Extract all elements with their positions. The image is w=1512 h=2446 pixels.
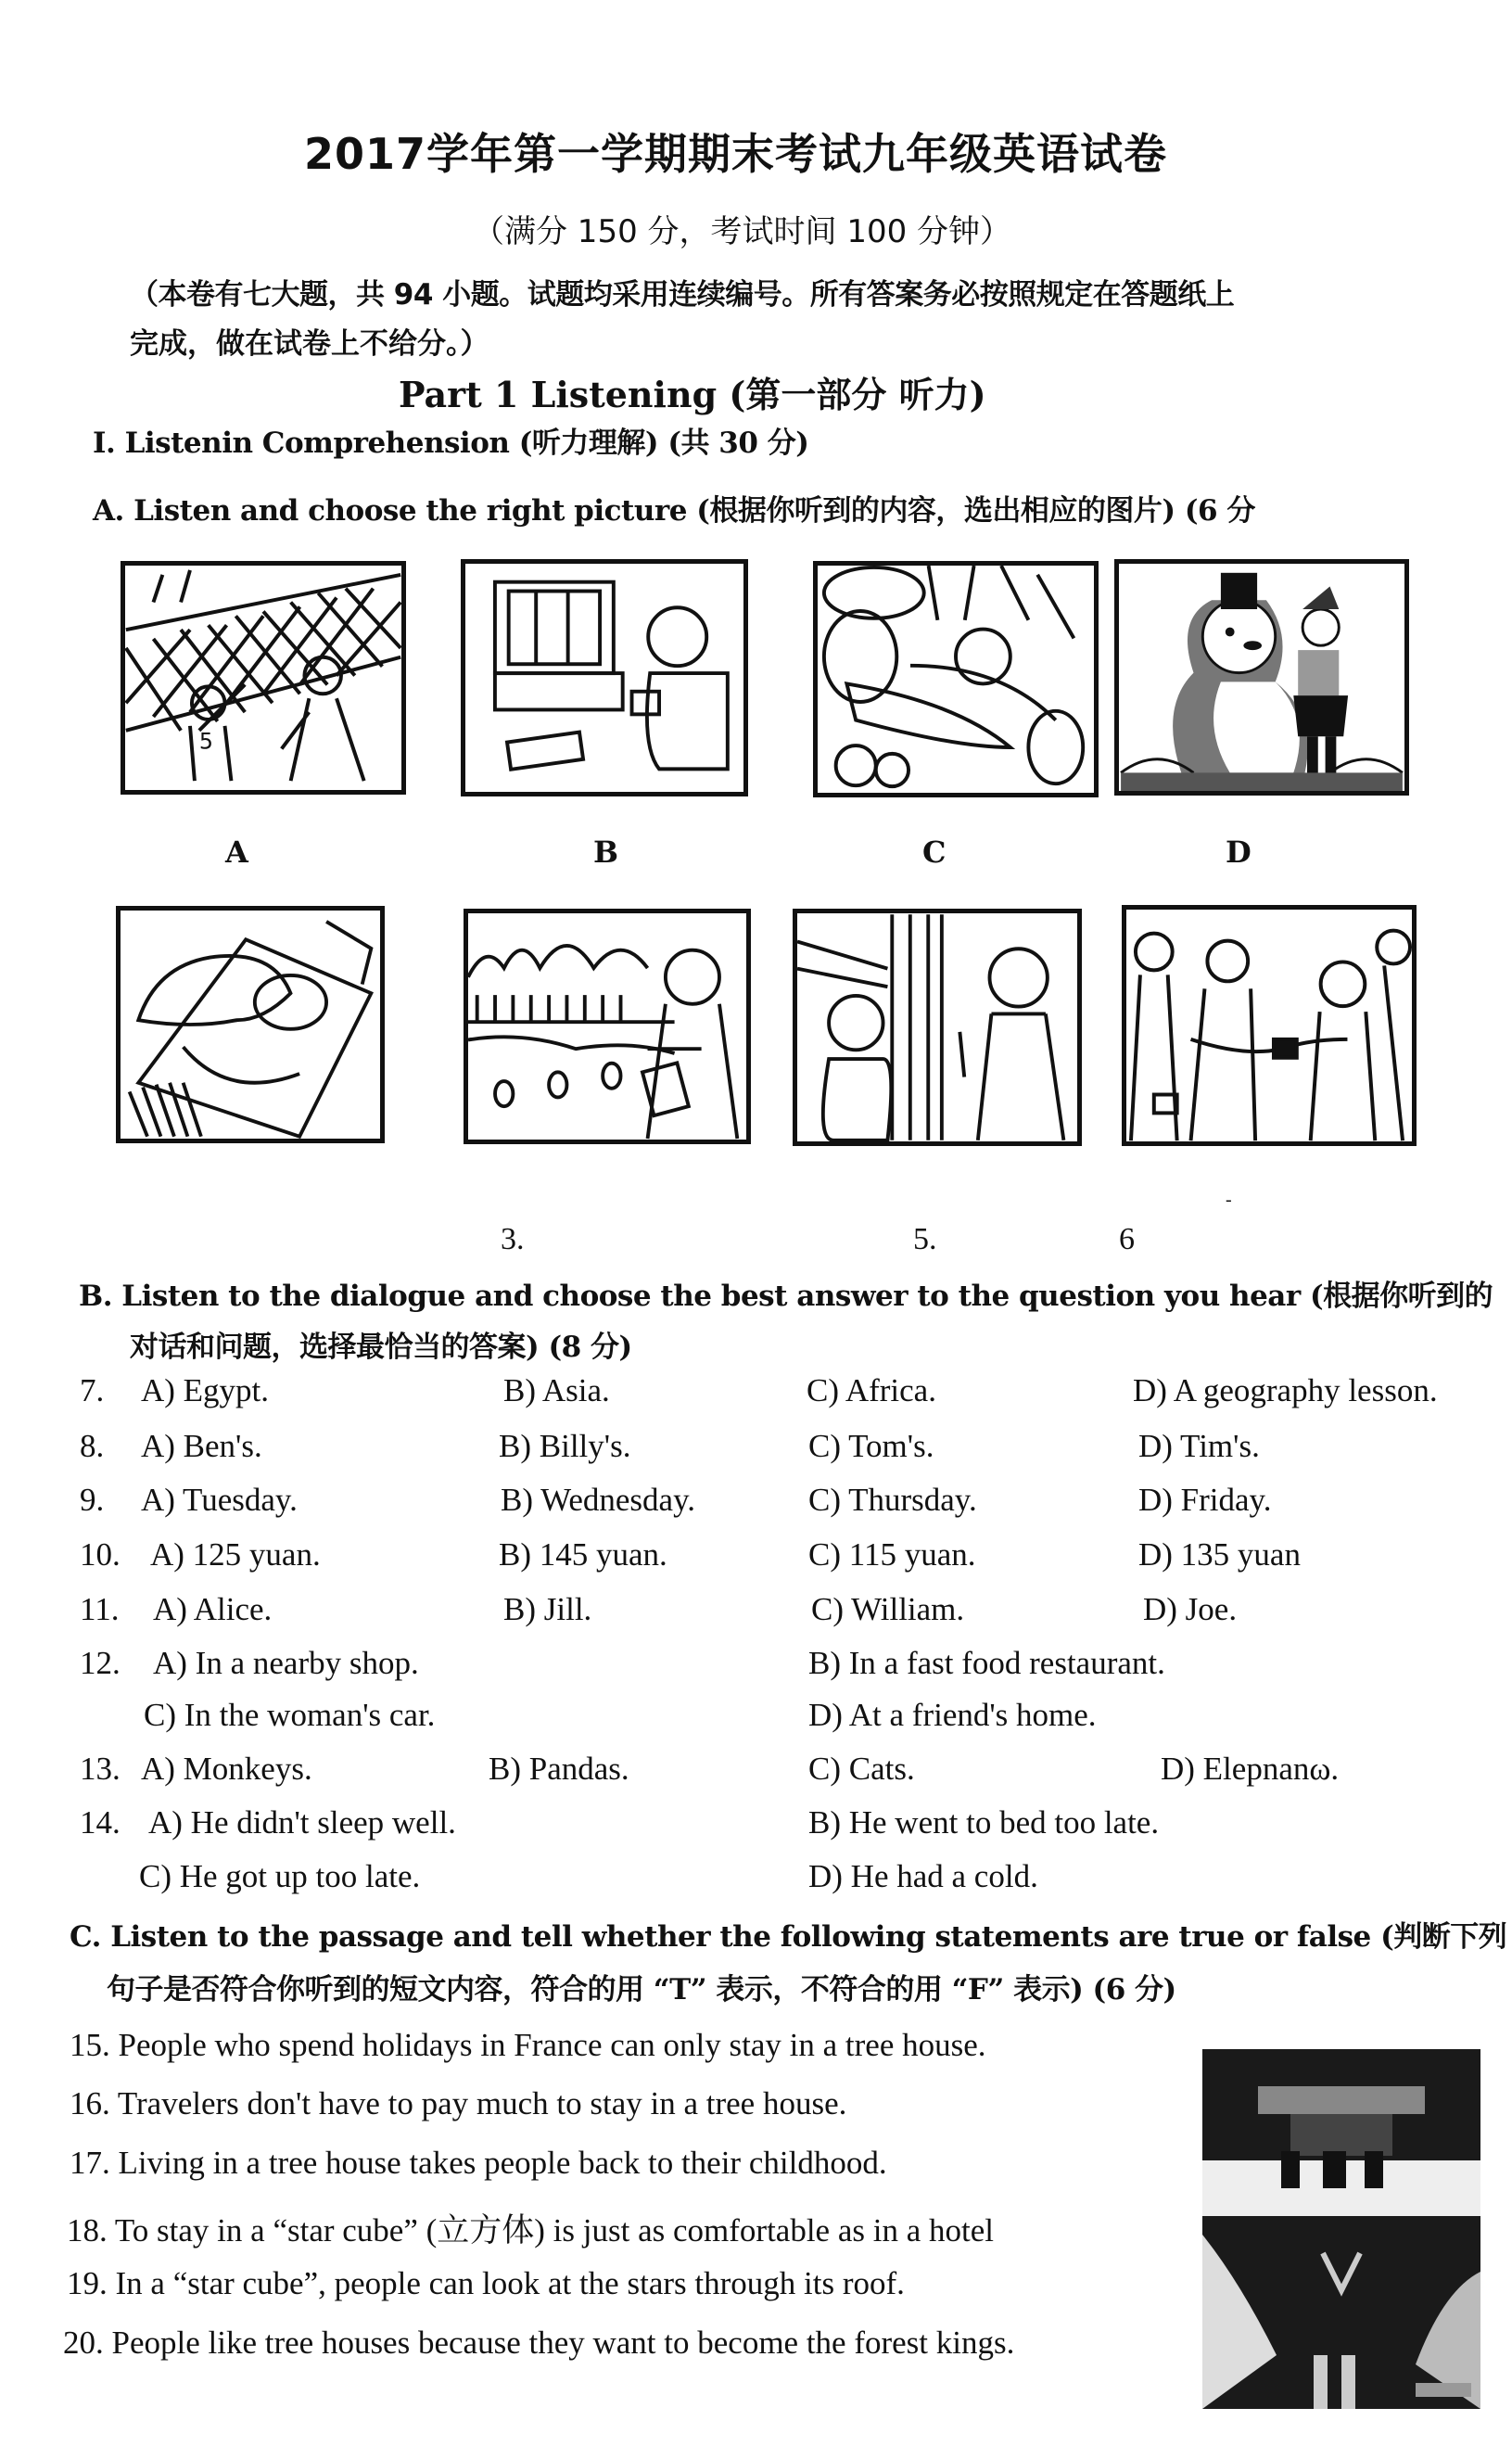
option-a: A) Ben's. [141,1428,262,1464]
question-number: 13. [80,1751,121,1787]
option-c: C) In the woman's car. [144,1697,436,1733]
exam-subtitle: （满分 150 分，考试时间 100 分钟） [473,213,1012,250]
option-c: C) William. [811,1591,965,1627]
question-number: 11. [80,1591,120,1627]
option-c: C) 115 yuan. [808,1536,976,1573]
section-b-heading-line2: 对话和问题，选择最恰当的答案) (8 分) [130,1331,632,1364]
video-game-illustration-icon [465,564,743,792]
option-b: B) Asia. [503,1372,610,1408]
option-a: A) Egypt. [141,1372,270,1408]
girl-drawing-illustration-icon [121,911,380,1139]
picture-a-volleyball [121,561,406,795]
stray-mark: - [1226,1190,1232,1210]
section-b-heading-line1: B. Listen to the dialogue and choose the best answer to the question you hear (根据你听到的 [79,1280,1493,1313]
instructions-line1: （本卷有七大题，共 94 小题。试题均采用连续编号。所有答案务必按照规定在答题纸上 [130,278,1235,312]
svg-text:5: 5 [198,728,213,755]
statement-20: 20. People like tree houses because they want to become the forest kings. [63,2325,1015,2361]
instructions-line2: 完成，做在试卷上不给分。） [130,327,489,361]
option-d: D) At a friend's home. [808,1697,1097,1733]
statement-18: 18. To stay in a “star cube” (立方体) is just as comfortable as in a hotel [67,2212,994,2249]
option-c: C) Tom's. [808,1428,934,1464]
option-d: D) Elepnanω. [1161,1751,1340,1787]
tree-house-photo-icon [1202,2049,1480,2409]
option-c: C) He got up too late. [139,1858,421,1894]
option-b: B) Pandas. [489,1751,629,1787]
picture-3-at-door [793,909,1082,1146]
picture-label-a: A [225,834,248,870]
option-b: B) Billy's. [499,1428,631,1464]
statement-15: 15. People who spend holidays in France can only stay in a tree house. [70,2027,986,2063]
part-heading: Part 1 Listening (第一部分 听力) [399,374,986,415]
answer-number-6: 6 [1119,1222,1135,1256]
gardening-illustration-icon [468,913,746,1140]
section-a-heading: A. Listen and choose the right picture (根据你听到的内容，选出相应的图片) (6 分 [93,494,1255,528]
option-b: B) Jill. [503,1591,592,1627]
option-d: D) Friday. [1138,1482,1272,1518]
question-number: 14. [80,1804,121,1841]
answer-number-3: 3. [501,1222,525,1256]
option-c: C) Africa. [807,1372,936,1408]
option-a: A) He didn't sleep well. [148,1804,456,1841]
question-number: 12. [80,1645,121,1681]
handshake-illustration-icon [1126,910,1412,1141]
vegetables-illustration-icon [818,566,1094,793]
picture-2-gardening [464,909,751,1144]
option-b: B) Wednesday. [501,1482,696,1518]
option-d: D) A geography lesson. [1133,1372,1438,1408]
picture-label-d: D [1226,834,1252,870]
door-visit-illustration-icon [797,913,1077,1141]
option-d: D) He had a cold. [808,1858,1038,1894]
option-d: D) Joe. [1143,1591,1238,1627]
question-number: 9. [80,1482,105,1518]
statement-16: 16. Travelers don't have to pay much to stay in a tree house. [70,2085,847,2121]
option-a: A) In a nearby shop. [153,1645,419,1681]
option-b: B) He went to bed too late. [808,1804,1160,1841]
section-i-heading: I. Listenin Comprehension (听力理解) (共 30 分) [93,427,809,460]
picture-1-drawing [116,906,385,1143]
option-d: D) Tim's. [1138,1428,1260,1464]
option-a: A) Alice. [153,1591,273,1627]
option-a: A) Tuesday. [141,1482,298,1518]
volleyball-illustration-icon [125,566,401,790]
picture-d-snowman [1114,559,1409,796]
snowman-illustration-icon [1119,564,1404,791]
question-number: 8. [80,1428,105,1464]
question-number: 7. [80,1372,105,1408]
statement-19: 19. In a “star cube”, people can look at the stars through its roof. [67,2265,905,2301]
picture-4-shaking-hands [1122,905,1417,1146]
section-c-heading-line1: C. Listen to the passage and tell whether the following statements are true or false (判断下列 [70,1920,1507,1954]
option-a: A) 125 yuan. [150,1536,321,1573]
option-c: C) Thursday. [808,1482,977,1518]
statement-17: 17. Living in a tree house takes people back to their childhood. [70,2145,887,2181]
picture-label-c: C [922,834,947,870]
picture-b-video-game [461,559,748,796]
picture-c-vegetables [813,561,1099,797]
option-b: B) 145 yuan. [499,1536,667,1573]
picture-label-b: B [593,834,619,870]
option-b: B) In a fast food restaurant. [808,1645,1165,1681]
exam-title: 2017学年第一学期期末考试九年级英语试卷 [304,129,1168,179]
option-d: D) 135 yuan [1138,1536,1301,1573]
question-number: 10. [80,1536,121,1573]
section-c-heading-line2: 句子是否符合你听到的短文内容，符合的用 “T” 表示，不符合的用 “F” 表示) (6 分) [107,1973,1176,2006]
option-a: A) Monkeys. [141,1751,312,1787]
option-c: C) Cats. [808,1751,915,1787]
tree-house-photo [1202,2049,1480,2409]
answer-number-5: 5. [913,1222,937,1256]
